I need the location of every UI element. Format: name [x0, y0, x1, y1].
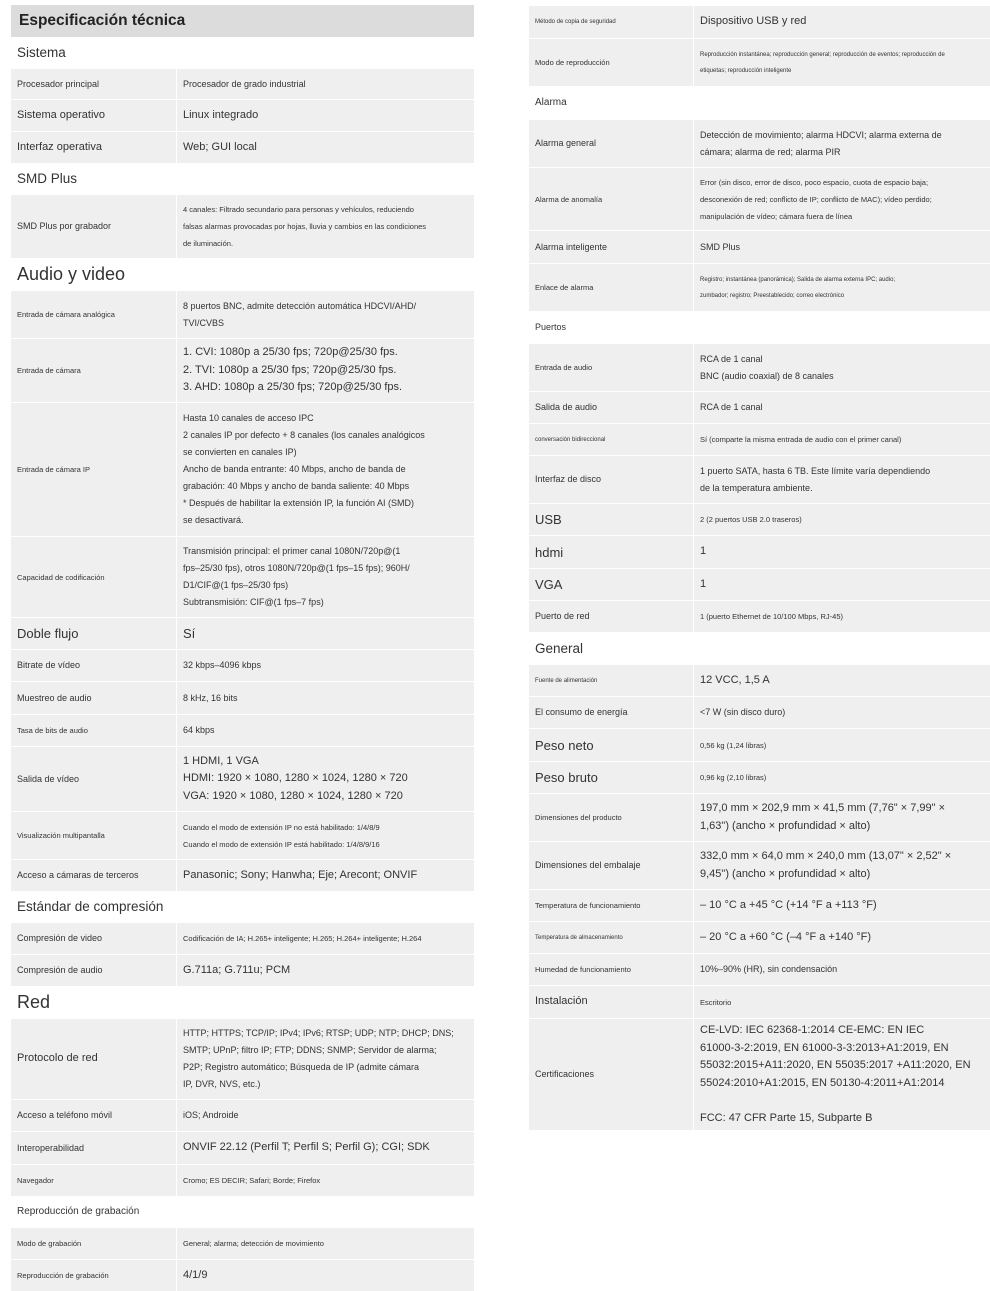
spec-row: [529, 167, 990, 230]
spec-row: [11, 1227, 474, 1259]
spec-value-cell: [693, 456, 990, 503]
spec-key: Procesador principal: [11, 69, 176, 99]
spec-value: General; alarma; detección de movimiento: [183, 1239, 324, 1248]
spec-value: 64 kbps: [183, 725, 215, 735]
spec-row: [11, 402, 474, 536]
spec-key: Alarma inteligente: [529, 231, 693, 263]
spec-row: [529, 793, 990, 841]
spec-value: Escritorio: [700, 997, 732, 1007]
spec-key: Temperatura de almacenamiento: [529, 922, 693, 953]
spec-value-cell: [693, 890, 990, 921]
spec-row: [529, 568, 990, 600]
spec-value-cell: [176, 812, 474, 859]
spec-key: Protocolo de red: [11, 1019, 176, 1099]
spec-value: 0,96 kg (2,10 libras): [700, 773, 767, 782]
spec-value-cell: [176, 1132, 474, 1164]
spec-key: Método de copia de seguridad: [529, 6, 693, 38]
spec-value: 1 HDMI, 1 VGA HDMI: 1920 × 1080, 1280 × 1024, 1280 × 720 VGA: 1920 × 1080, 1280 × 1024, 1280 × 720: [183, 754, 408, 802]
spec-key: Temperatura de funcionamiento: [529, 890, 693, 921]
spec-value: Sí (comparte la misma entrada de audio con el primer canal): [700, 435, 902, 444]
spec-value-cell: [693, 986, 990, 1018]
spec-row: [529, 889, 990, 921]
spec-row: [11, 68, 474, 99]
spec-value-cell: [176, 650, 474, 681]
spec-row: [11, 194, 474, 258]
spec-value-cell: [693, 601, 990, 632]
spec-key: Modo de grabación: [11, 1228, 176, 1259]
spec-key: Interoperabilidad: [11, 1132, 176, 1164]
spec-value: 12 VCC, 1,5 A: [700, 673, 770, 686]
spec-row: [11, 338, 474, 402]
spec-value-cell: [176, 339, 474, 402]
spec-value: Panasonic; Sony; Hanwha; Eje; Arecont; ONVIF: [183, 868, 418, 881]
spec-value: 332,0 mm × 64,0 mm × 240,0 mm (13,07" × 2,52" × 9,45") (ancho × profundidad × alto): [700, 850, 952, 880]
spec-key: Reproducción de grabación: [11, 1260, 176, 1291]
spec-value: 1 puerto SATA, hasta 6 TB. Este límite varía dependiendo de la temperatura ambiente.: [700, 465, 931, 493]
right-column: [529, 5, 990, 1130]
spec-value-cell: [176, 403, 474, 536]
spec-value: iOS; Androide: [183, 1110, 239, 1120]
spec-value-cell: [176, 195, 474, 258]
spec-value-cell: [693, 762, 990, 793]
spec-row: [529, 503, 990, 535]
spec-value: 1 (puerto Ethernet de 10/100 Mbps, RJ-45): [700, 612, 843, 621]
spec-row: [529, 38, 990, 86]
section-heading: Alarma: [529, 86, 990, 119]
spec-value-cell: [176, 1260, 474, 1291]
spec-key: Visualización multipantalla: [11, 812, 176, 859]
spec-value-cell: [176, 1228, 474, 1259]
spec-value-cell: [693, 569, 990, 600]
spec-value: 4/1/9: [183, 1268, 208, 1281]
spec-value: 8 puertos BNC, admite detección automática HDCVI/AHD/ TVI/CVBS: [183, 300, 417, 328]
spec-value-cell: [693, 120, 990, 167]
spec-key: Humedad de funcionamiento: [529, 954, 693, 985]
spec-value-cell: [176, 100, 474, 131]
spec-row: [529, 761, 990, 793]
spec-value: 1: [700, 577, 707, 590]
spec-key: Muestreo de audio: [11, 682, 176, 714]
spec-value: 0,56 kg (1,24 libras): [700, 740, 767, 750]
spec-key: Peso bruto: [529, 762, 693, 793]
section-heading: Audio y video: [11, 258, 474, 290]
spec-row: [11, 131, 474, 163]
spec-value: Reproducción instantánea; reproducción general; reproducción de eventos; reproducción de etiquetas; reproducción inteligente: [700, 51, 945, 74]
spec-value-cell: [693, 697, 990, 728]
section-heading: Estándar de compresión: [11, 891, 474, 922]
section-heading: Sistema: [11, 37, 474, 68]
spec-value: 1: [700, 545, 707, 558]
spec-key: Entrada de audio: [529, 344, 693, 391]
section-heading: Red: [11, 986, 474, 1018]
spec-key: Dimensiones del producto: [529, 794, 693, 841]
spec-value-cell: [693, 1019, 990, 1130]
spec-value-cell: [176, 860, 474, 891]
spec-key: Bitrate de vídeo: [11, 650, 176, 681]
spec-value-cell: [176, 1019, 474, 1099]
spec-value: Linux integrado: [183, 108, 259, 121]
spec-value: Dispositivo USB y red: [700, 15, 807, 28]
spec-value-cell: [693, 264, 990, 311]
spec-value-cell: [176, 132, 474, 163]
spec-value-cell: [176, 1100, 474, 1131]
spec-key: Certificaciones: [529, 1019, 693, 1130]
spec-row: [11, 922, 474, 954]
spec-key: conversación bidireccional: [529, 424, 693, 455]
spec-value: Hasta 10 canales de acceso IPC 2 canales IP por defecto + 8 canales (los canales analógicos se convierten en canales IP) Ancho de banda entrante: 40 Mbps, ancho de banda de grabación: 40 Mbps y ancho de banda saliente: 40 Mbps * Después de habilitar la extensión IP, la función AI (SMD) se desactivará.: [183, 413, 425, 525]
spec-key: Entrada de cámara analógica: [11, 291, 176, 338]
spec-value: 197,0 mm × 202,9 mm × 41,5 mm (7,76" × 7,99" × 1,63") (ancho × profundidad × alto): [700, 802, 946, 832]
spec-value: Cromo; ES DECIR; Safari; Borde; Firefox: [183, 1176, 321, 1185]
spec-row: [529, 263, 990, 311]
spec-row: [529, 696, 990, 728]
spec-key: Compresión de audio: [11, 955, 176, 986]
spec-row: [529, 5, 990, 38]
section-heading: SMD Plus: [11, 163, 474, 194]
spec-value: Registro; instantánea (panorámica); Salida de alarma externa IPC; audio; zumbador; registro; Preestablecido; correo electrónico: [700, 276, 896, 299]
spec-key: Modo de reproducción: [529, 39, 693, 86]
spec-key: Entrada de cámara IP: [11, 403, 176, 536]
spec-value-cell: [693, 842, 990, 889]
spec-row: [529, 841, 990, 889]
spec-value: – 10 °C a +45 °C (+14 °F a +113 °F): [700, 898, 877, 911]
spec-row: [529, 1018, 990, 1130]
spec-key: Dimensiones del embalaje: [529, 842, 693, 889]
section-heading: Puertos: [529, 311, 990, 343]
spec-value: Web; GUI local: [183, 140, 257, 153]
spec-value: 2 (2 puertos USB 2.0 traseros): [700, 515, 802, 524]
spec-value: Cuando el modo de extensión IP no está habilitado: 1/4/8/9 Cuando el modo de extensión IP está habilitado: 1/4/8/9/16: [183, 822, 380, 849]
spec-value: 8 kHz, 16 bits: [183, 692, 238, 703]
spec-key: hdmi: [529, 536, 693, 568]
spec-value-cell: [176, 291, 474, 338]
spec-row: [529, 921, 990, 953]
spec-row: [529, 600, 990, 632]
spec-row: [11, 99, 474, 131]
spec-key: USB: [529, 504, 693, 535]
spec-row: [529, 455, 990, 503]
spec-value: – 20 °C a +60 °C (–4 °F a +140 °F): [700, 930, 872, 943]
spec-key: Sistema operativo: [11, 100, 176, 131]
right-spec-list: [529, 5, 990, 1130]
spec-value-cell: [693, 344, 990, 391]
spec-value: G.711a; G.711u; PCM: [183, 963, 291, 976]
spec-row: [529, 535, 990, 568]
spec-value: Codificación de IA; H.265+ inteligente; H.265; H.264+ inteligente; H.264: [183, 934, 422, 943]
spec-row: [11, 1131, 474, 1164]
spec-value: SMD Plus: [700, 241, 741, 252]
spec-row: [11, 649, 474, 681]
spec-row: [11, 1259, 474, 1291]
spec-key: VGA: [529, 569, 693, 600]
left-column: [11, 5, 474, 1291]
spec-value-cell: [693, 392, 990, 423]
spec-title: Especificación técnica: [11, 5, 474, 37]
spec-value-cell: [176, 955, 474, 986]
spec-value: Sí: [183, 626, 196, 641]
spec-row: [11, 536, 474, 617]
spec-key: Capacidad de codificación: [11, 537, 176, 617]
spec-value: Detección de movimiento; alarma HDCVI; alarma externa de cámara; alarma de red; alarma PIR: [700, 129, 942, 157]
left-spec-list: [11, 37, 474, 1291]
spec-row: [11, 1164, 474, 1196]
spec-key: Instalación: [529, 986, 693, 1018]
spec-value: RCA de 1 canal: [700, 402, 763, 412]
spec-key: Compresión de video: [11, 923, 176, 954]
spec-row: [529, 985, 990, 1018]
spec-row: [529, 664, 990, 696]
spec-value: HTTP; HTTPS; TCP/IP; IPv4; IPv6; RTSP; UDP; NTP; DHCP; DNS; SMTP; UPnP; filtro IP; FTP; DDNS; SNMP; Servidor de alarma; P2P; Registro automático; Búsqueda de IP (admite cámara IP, DVR, NVS, etc.): [183, 1028, 454, 1089]
spec-row: [11, 811, 474, 859]
spec-value: 10%–90% (HR), sin condensación: [700, 964, 838, 974]
spec-row: [529, 119, 990, 167]
spec-row: [11, 1099, 474, 1131]
spec-value-cell: [176, 682, 474, 714]
spec-key: Fuente de alimentación: [529, 665, 693, 696]
spec-row: [529, 391, 990, 423]
spec-value-cell: [176, 923, 474, 954]
spec-key: Alarma general: [529, 120, 693, 167]
spec-value-cell: [176, 1165, 474, 1196]
spec-row: [11, 617, 474, 649]
spec-key: SMD Plus por grabador: [11, 195, 176, 258]
spec-value-cell: [693, 504, 990, 535]
spec-value: Error (sin disco, error de disco, poco espacio, cuota de espacio baja; desconexión de red; conflicto de IP; conflicto de MAC); vídeo perdido; manipulación de vídeo; cámara fuera de línea: [700, 177, 932, 221]
spec-key: Acceso a cámaras de terceros: [11, 860, 176, 891]
section-heading: General: [529, 632, 990, 664]
spec-key: Doble flujo: [11, 618, 176, 649]
spec-value-cell: [176, 747, 474, 811]
spec-key: Navegador: [11, 1165, 176, 1196]
spec-value: ONVIF 22.12 (Perfil T; Perfil S; Perfil G); CGI; SDK: [183, 1141, 430, 1154]
spec-value-cell: [693, 922, 990, 953]
spec-value: Transmisión principal: el primer canal 1080N/720p@(1 fps–25/30 fps), otros 1080N/720p@(1 fps–15 fps); 960H/ D1/CIF@(1 fps–25/30 fps) Subtransmisión: CIF@(1 fps–7 fps): [183, 546, 410, 607]
spec-value-cell: [693, 794, 990, 841]
spec-value: CE-LVD: IEC 62368-1:2014 CE-EMC: EN IEC 61000-3-2:2019, EN 61000-3-3:2013+A1:2019, EN 55032:2015+A11:2020, EN 55035:2017 +A11:2020, EN 55024:2010+A1:2015, EN 50130-4:2011+A1:2014 FCC: 47 CFR Parte 15, Subparte B: [700, 1024, 971, 1124]
spec-row: [529, 728, 990, 761]
spec-key: Peso neto: [529, 729, 693, 761]
spec-row: [11, 290, 474, 338]
spec-row: [11, 714, 474, 746]
spec-value-cell: [693, 231, 990, 263]
spec-value-cell: [176, 69, 474, 99]
spec-key: Interfaz de disco: [529, 456, 693, 503]
spec-key: El consumo de energía: [529, 697, 693, 728]
spec-key: Salida de audio: [529, 392, 693, 423]
spec-value-cell: [176, 618, 474, 649]
spec-row: [529, 230, 990, 263]
spec-value-cell: [693, 39, 990, 86]
spec-value-cell: [176, 715, 474, 746]
spec-row: [11, 1018, 474, 1099]
spec-key: Enlace de alarma: [529, 264, 693, 311]
spec-value: Procesador de grado industrial: [183, 78, 306, 89]
spec-value-cell: [693, 954, 990, 985]
spec-key: Acceso a teléfono móvil: [11, 1100, 176, 1131]
spec-row: [11, 954, 474, 986]
spec-value: <7 W (sin disco duro): [700, 707, 786, 717]
spec-key: Tasa de bits de audio: [11, 715, 176, 746]
spec-key: Entrada de cámara: [11, 339, 176, 402]
spec-value: 32 kbps–4096 kbps: [183, 660, 262, 670]
section-heading: Reproducción de grabación: [11, 1196, 474, 1227]
spec-value: 4 canales: Filtrado secundario para personas y vehículos, reduciendo falsas alarmas provocadas por hojas, lluvia y cambios en las condiciones de iluminación.: [183, 205, 427, 248]
spec-value: RCA de 1 canal BNC (audio coaxial) de 8 canales: [700, 353, 834, 381]
spec-value-cell: [693, 424, 990, 455]
spec-value-cell: [693, 168, 990, 230]
spec-key: Alarma de anomalía: [529, 168, 693, 230]
spec-key: Salida de vídeo: [11, 747, 176, 811]
spec-row: [529, 343, 990, 391]
spec-value: 1. CVI: 1080p a 25/30 fps; 720p@25/30 fps. 2. TVI: 1080p a 25/30 fps; 720p@25/30 fps. 3. AHD: 1080p a 25/30 fps; 720p@25/30 fps.: [183, 346, 403, 394]
spec-value-cell: [693, 6, 990, 38]
spec-value-cell: [693, 536, 990, 568]
spec-row: [529, 423, 990, 455]
spec-value-cell: [693, 665, 990, 696]
spec-value-cell: [693, 729, 990, 761]
spec-key: Puerto de red: [529, 601, 693, 632]
spec-row: [11, 681, 474, 714]
spec-row: [11, 859, 474, 891]
spec-key: Interfaz operativa: [11, 132, 176, 163]
spec-row: [11, 746, 474, 811]
spec-value-cell: [176, 537, 474, 617]
spec-row: [529, 953, 990, 985]
